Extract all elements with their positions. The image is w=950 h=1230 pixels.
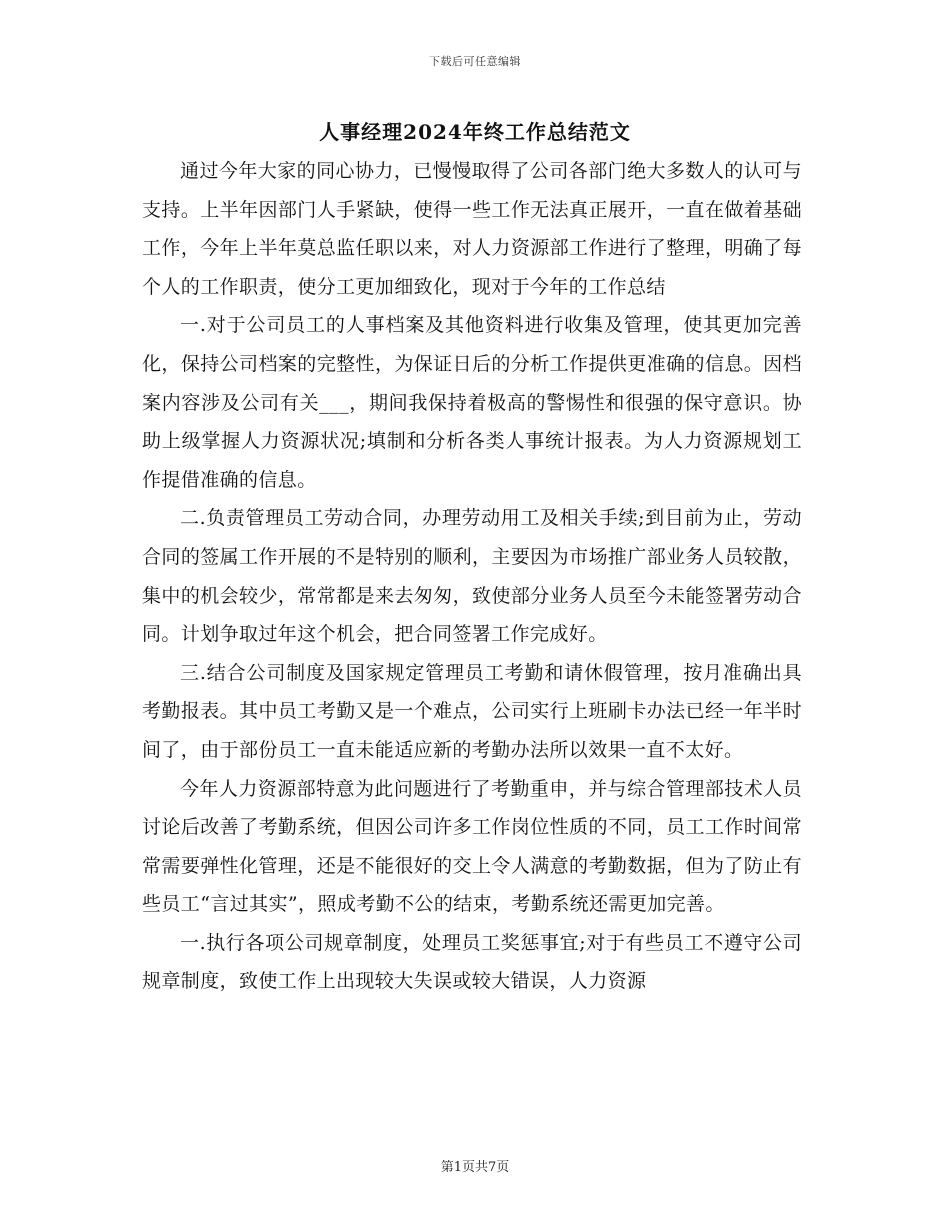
header-note: 下载后可任意编辑	[429, 55, 521, 68]
paragraph-item-1-rules: 一.执行各项公司规章制度，处理员工奖惩事宜;对于有些员工不遵守公司规章制度，致使工作上出现较大失误或较大错误，人力资源	[142, 931, 802, 993]
paragraph-attendance-system: 今年人力资源部特意为此问题进行了考勤重申，并与综合管理部技术人员讨论后改善了考勤系统，但因公司许多工作岗位性质的不同，员工工作时间常常需要弹性化管理，还是不能很好的交上令人满意的考勤数据，但为了防止有些员工“言过其实”，照成考勤不公的结束，考勤系统还需更加完善。	[142, 777, 802, 916]
page-number: 第1页共7页	[440, 1160, 510, 1175]
paragraph-item-1-archives: 一.对于公司员工的人事档案及其他资料进行收集及管理，使其更加完善化，保持公司档案的完整性，为保证日后的分析工作提供更准确的信息。因档案内容涉及公司有关___，期间我保持着极高的警惕性和很强的保守意识。协助上级掌握人力资源状况;填制和分析各类人事统计报表。为人力资源规划工作提借准确的信息。	[142, 314, 802, 491]
document-title: 人事经理2024年终工作总结范文	[319, 120, 631, 144]
paragraph-intro: 通过今年大家的同心协力，已慢慢取得了公司各部门绝大多数人的认可与支持。上半年因部门人手紧缺，使得一些工作无法真正展开，一直在做着基础工作，今年上半年莫总监任职以来，对人力资源部工作进行了整理，明确了每个人的工作职责，使分工更加细致化，现对于今年的工作总结	[142, 160, 802, 298]
paragraph-item-2-contracts: 二.负责管理员工劳动合同，办理劳动用工及相关手续;到目前为止，劳动合同的签属工作开展的不是特别的顺利，主要因为市场推广部业务人员较散，集中的机会较少，常常都是来去匆匆，致使部分业务人员至今未能签署劳动合同。计划争取过年这个机会，把合同签署工作完成好。	[142, 507, 802, 646]
document-body	[142, 152, 802, 1001]
paragraph-item-3-attendance: 三.结合公司制度及国家规定管理员工考勤和请休假管理，按月准确出具考勤报表。其中员工考勤又是一个难点，公司实行上班刷卡办法已经一年半时间了，由于部份员工一直未能适应新的考勤办法所以效果一直不太好。	[142, 661, 802, 761]
